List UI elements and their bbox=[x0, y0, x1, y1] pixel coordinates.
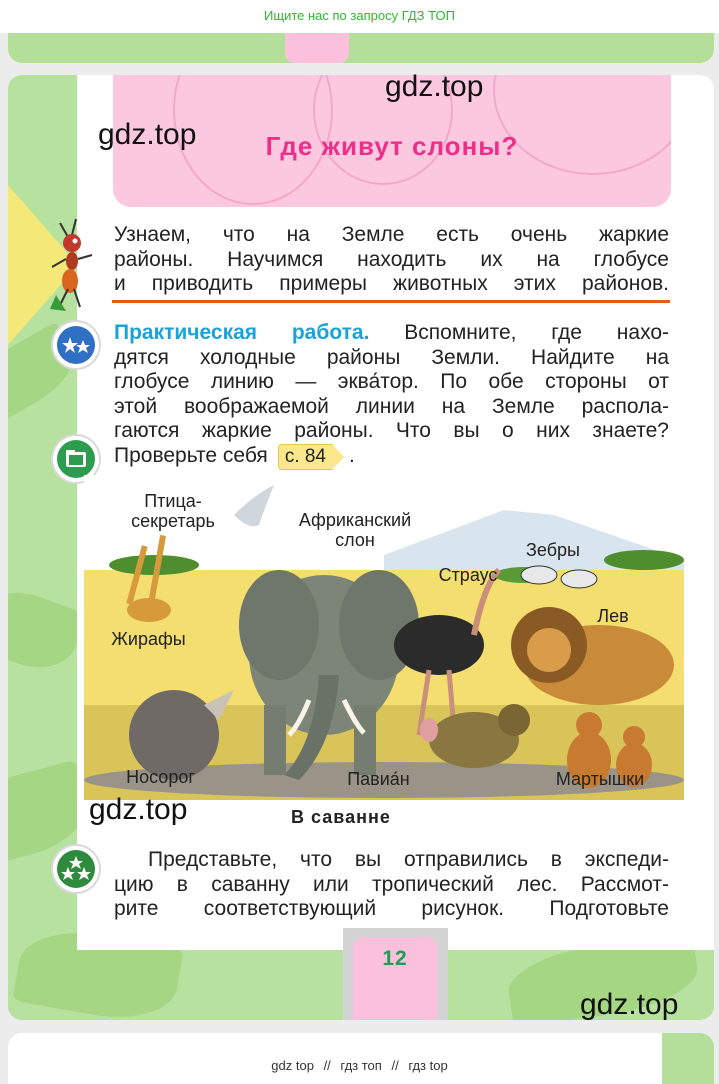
self-check-text: Проверьте себя bbox=[114, 443, 268, 467]
section-divider bbox=[112, 300, 670, 303]
folder-icon bbox=[57, 440, 95, 478]
label-lion: Лев bbox=[597, 606, 629, 626]
leaf-decoration bbox=[8, 580, 87, 680]
bottom-link[interactable]: gdz top bbox=[271, 1058, 314, 1073]
practical-text: дятся холодные районы Земли. Найдите на bbox=[114, 345, 669, 369]
top-banner-text[interactable]: Ищите нас по запросу ГДЗ ТОП bbox=[264, 8, 455, 23]
task-line: цию в саванну или тропический лес. Рассмот- bbox=[114, 872, 669, 896]
previous-page-edge bbox=[8, 33, 714, 63]
illustration-caption: В саванне bbox=[291, 807, 391, 827]
three-stars-icon bbox=[57, 850, 95, 888]
label-rhino: Носорог bbox=[126, 767, 195, 787]
ant-mascot-icon bbox=[46, 215, 98, 311]
top-banner[interactable] bbox=[0, 0, 719, 33]
bottom-link[interactable]: гдз top bbox=[408, 1058, 448, 1073]
task-text bbox=[114, 848, 669, 922]
practical-text: Вспомните, где нахо- bbox=[404, 321, 669, 344]
task-line: рите соответствующий рисунок. Подготовьте bbox=[114, 897, 669, 920]
watermark: gdz.top bbox=[89, 793, 188, 826]
lesson-title: Где живут слоны? bbox=[265, 131, 519, 161]
practical-work-heading: Практическая работа. bbox=[114, 321, 370, 344]
intro-line: районы. Научимся находить их на глобусе bbox=[114, 247, 669, 271]
watermark: gdz.top bbox=[98, 118, 197, 151]
practical-work-text: Практическая работа. Вспомните, где нахо- дятся холодные районы Земли. Найдите на глобусе линию — эква́тор. По обе стороны от этой воображаемой линии на Земле распола- гаются жаркие районы. Что вы о них знаете? Проверьте себя с. 84 . bbox=[114, 321, 669, 470]
intro-line: и приводить примеры животных этих районов. bbox=[114, 272, 669, 295]
label-zebras: Зебры bbox=[526, 540, 580, 560]
task-line: Представьте, что вы отправились в экспеди- bbox=[148, 848, 669, 871]
practical-text: этой воображаемой линии на Земле распола- bbox=[114, 394, 669, 418]
practical-text: глобусе линию — эква́тор. По обе стороны от bbox=[114, 370, 669, 393]
bottom-links: gdz top // гдз топ // гдз top bbox=[271, 1058, 448, 1073]
bottom-link[interactable]: гдз топ bbox=[340, 1058, 382, 1073]
two-stars-icon bbox=[57, 326, 95, 364]
label-ostrich: Страус bbox=[438, 565, 498, 585]
label-monkeys: Мартышки bbox=[555, 769, 645, 789]
label-giraffes: Жирафы bbox=[111, 629, 186, 649]
label-baboon: Павиа́н bbox=[347, 769, 410, 789]
page-number: 12 bbox=[353, 937, 437, 1020]
textbook-page bbox=[8, 75, 714, 1020]
task-badge bbox=[53, 846, 99, 892]
label-secretary-bird: Птица- секретарь bbox=[131, 491, 215, 531]
practical-text: гаются жаркие районы. Что вы о них знаете? bbox=[114, 419, 669, 442]
page-reference-link[interactable]: с. 84 bbox=[278, 444, 333, 470]
practical-work-badge bbox=[53, 322, 99, 368]
previous-page-tab bbox=[285, 33, 349, 63]
label-african-elephant: Африканский слон bbox=[298, 510, 412, 550]
watermark: gdz.top bbox=[385, 70, 484, 103]
watermark: gdz.top bbox=[580, 988, 679, 1021]
lesson-intro bbox=[114, 223, 669, 297]
intro-line: Узнаем, что на Земле есть очень жаркие bbox=[114, 223, 669, 246]
